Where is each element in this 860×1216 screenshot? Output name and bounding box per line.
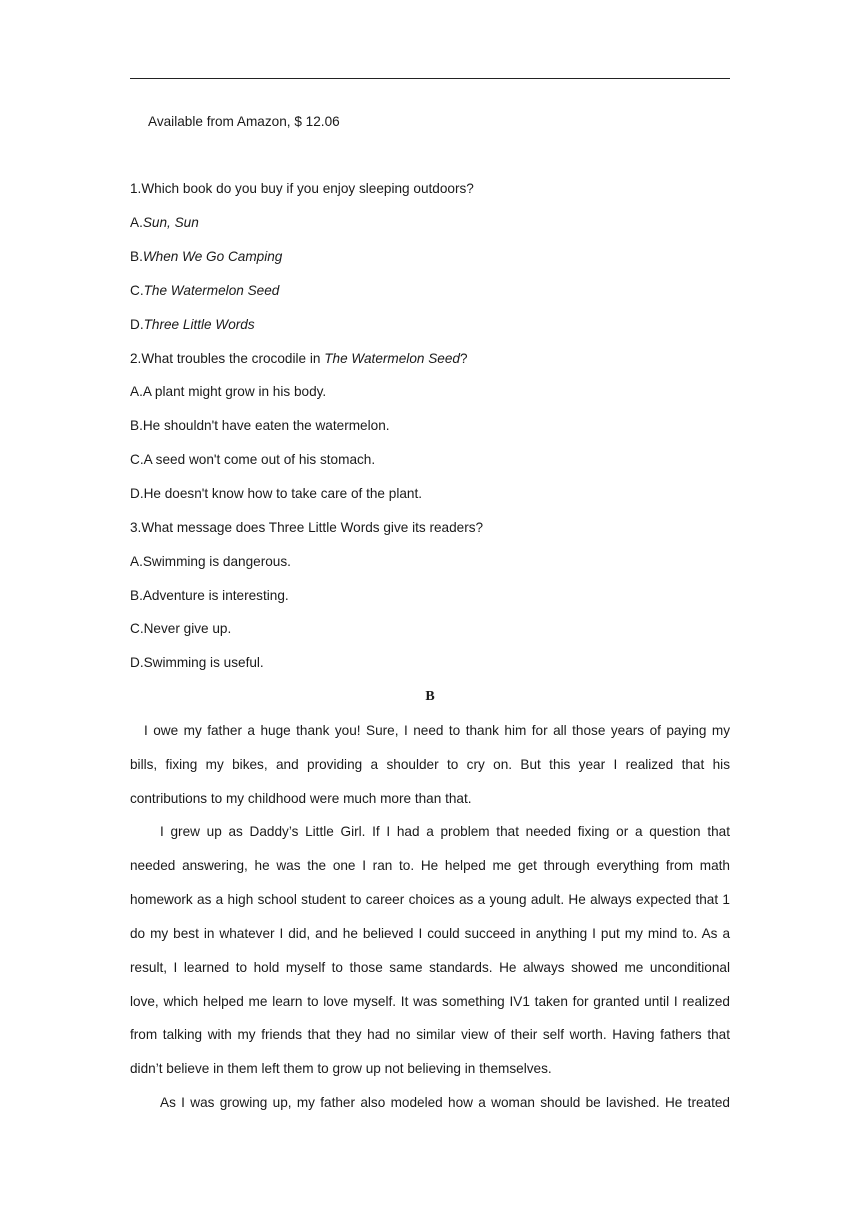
- passage-line: As I was growing up, my father also modeled how a woman should be lavished. He treated: [160, 1095, 730, 1110]
- question-2-option-a: A.A plant might grow in his body.: [130, 384, 327, 399]
- availability-text: Available from Amazon, $ 12.06: [148, 114, 340, 129]
- passage-line: result, I learned to hold myself to those same standards. He always showed me unconditional: [130, 960, 730, 975]
- question-1-option-b: B.When We Go Camping: [130, 249, 283, 264]
- passage-line: contributions to my childhood were much more than that.: [130, 791, 472, 806]
- question-2-option-c: C.A seed won't come out of his stomach.: [130, 452, 376, 467]
- section-heading: B: [425, 689, 435, 704]
- passage-line: needed answering, he was the one I ran to. He helped me get through everything from math: [130, 858, 730, 873]
- passage-line: homework as a high school student to career choices as a young adult. He always expected that 1: [130, 892, 730, 907]
- passage-line: didn’t believe in them left them to grow up not believing in themselves.: [130, 1061, 552, 1076]
- question-1-option-c: C.The Watermelon Seed: [130, 283, 280, 298]
- question-2-option-b: B.He shouldn't have eaten the watermelon.: [130, 418, 390, 433]
- passage-line: bills, fixing my bikes, and providing a shoulder to cry on. But this year I realized that his: [130, 757, 730, 772]
- question-1-option-d: D.Three Little Words: [130, 317, 255, 332]
- question-3-option-d: D.Swimming is useful.: [130, 655, 264, 670]
- question-3-option-a: A.Swimming is dangerous.: [130, 554, 291, 569]
- question-3-stem: 3.What message does Three Little Words give its readers?: [130, 520, 484, 535]
- question-1-option-a: A.Sun, Sun: [130, 215, 199, 230]
- passage-line: do my best in whatever I did, and he believed I could succeed in anything I put my mind to. As a: [130, 926, 730, 941]
- question-2-option-d: D.He doesn't know how to take care of the plant.: [130, 486, 423, 501]
- question-3-option-b: B.Adventure is interesting.: [130, 588, 289, 603]
- passage-line: love, which helped me learn to love myself. It was something IV1 taken for granted until I realized: [130, 994, 730, 1009]
- passage-line: I grew up as Daddy’s Little Girl. If I had a problem that needed fixing or a question that: [160, 824, 730, 839]
- question-2-stem: 2.What troubles the crocodile in The Watermelon Seed?: [130, 351, 468, 366]
- header-rule: [130, 78, 730, 79]
- question-3-option-c: C.Never give up.: [130, 621, 232, 636]
- passage-line: from talking with my friends that they had no similar view of their self worth. Having fathers that: [130, 1027, 730, 1042]
- question-1-stem: 1.Which book do you buy if you enjoy sleeping outdoors?: [130, 181, 474, 196]
- passage-line: I owe my father a huge thank you! Sure, I need to thank him for all those years of paying my: [144, 723, 730, 738]
